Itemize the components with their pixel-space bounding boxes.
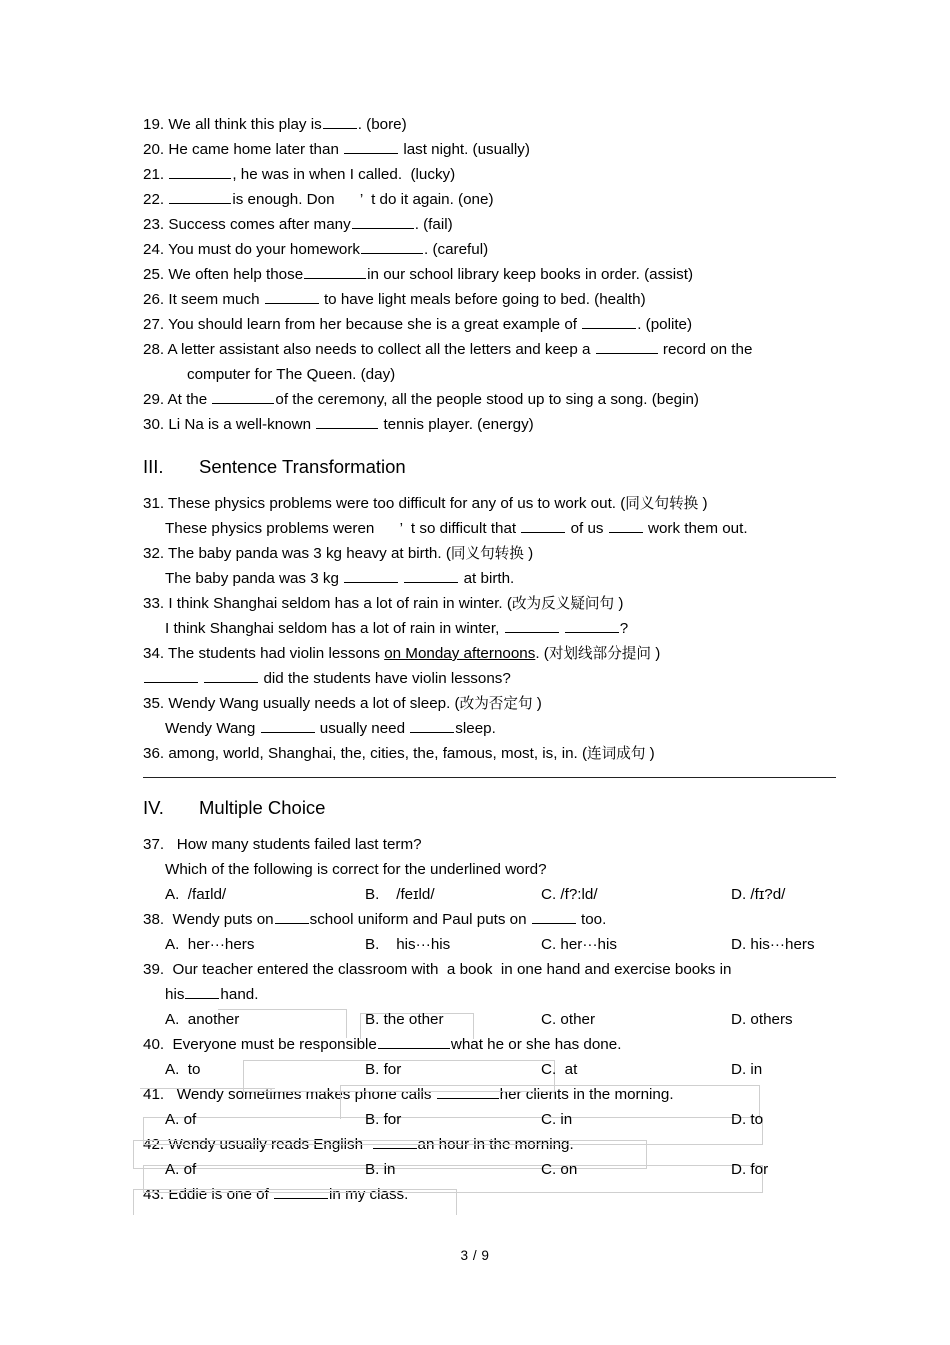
question-42 [143,1132,870,1157]
question-41-options [143,1107,870,1132]
option-c[interactable]: C. other [541,1011,596,1028]
question-text-tail: in my class. [329,1186,409,1203]
answer-blank[interactable] [304,265,366,279]
section-title: Multiple Choice [199,797,326,818]
question-number: 24. [143,241,165,258]
option-b[interactable]: B. his···his [365,936,451,953]
question-text: Li Na is a well-known [168,416,316,433]
answer-blank[interactable] [169,190,231,204]
answer-text-tail: work them out. [643,520,748,537]
question-33-answer-line [143,616,870,641]
question-34 [143,641,870,666]
question-text: You should learn from her because she is a great example of [168,316,582,333]
answer-blank[interactable] [521,519,565,533]
option-a[interactable]: A. her···hers [165,936,255,953]
answer-text: The baby panda was 3 kg [165,570,344,587]
question-text-tail: ) [523,545,534,562]
page-footer: 3 / 9 [460,1248,490,1263]
answer-blank[interactable] [609,519,643,533]
answer-blank[interactable] [344,569,398,583]
option-b[interactable]: B. the other [365,1011,444,1028]
question-text-tail: ) [614,595,624,612]
question-30 [143,412,870,437]
question-28 [143,337,870,362]
question-text: 38. Wendy puts on [143,911,274,928]
question-annotation-cn: 改为反义疑问句 [511,595,615,612]
question-annotation-cn: 改为否定句 [459,695,533,712]
question-text: 41. Wendy sometimes makes phone calls [143,1086,436,1103]
section-number: IV. [143,797,164,818]
question-text: computer for The Queen. (day) [187,366,396,383]
option-c[interactable]: C. in [541,1111,573,1128]
question-39-continuation [143,982,870,1007]
question-37-options [143,882,870,907]
question-number: 19. [143,116,165,133]
question-36 [143,741,870,766]
section-number: III. [143,456,164,477]
answer-text-tail: did the students have violin lessons? [259,670,511,687]
question-number: 30. [143,416,165,433]
question-40-options [143,1057,870,1082]
question-31 [143,491,870,516]
answer-rule-q36[interactable] [143,776,836,778]
question-text-tail: in our school library keep books in order. (assist) [367,266,694,283]
option-d[interactable]: D. in [731,1061,763,1078]
option-c[interactable]: C. /f?:ld/ [541,886,598,903]
question-text-tail: . (careful) [424,241,489,258]
question-22 [143,187,870,212]
question-text-tail: record on the [658,341,753,358]
option-b[interactable]: B. for [365,1111,402,1128]
question-34-answer-line [143,666,870,691]
question-25 [143,262,870,287]
question-39 [143,957,870,982]
answer-text [560,620,564,637]
question-text-tail: . (polite) [637,316,693,333]
question-number: 29. [143,391,165,408]
question-text-tail: last night. (usually) [399,141,530,158]
answer-blank[interactable] [212,390,274,404]
question-annotation-cn: 同义句转换 [625,495,699,512]
question-35-answer-line [143,716,870,741]
option-c[interactable]: C. on [541,1161,578,1178]
option-d[interactable]: D. for [731,1161,769,1178]
question-38-options [143,932,870,957]
question-text: A letter assistant also needs to collect all the letters and keep a [167,341,595,358]
question-40 [143,1032,870,1057]
question-text-tail: an hour in the morning. [417,1136,574,1153]
question-text-tail: . (fail) [414,216,453,233]
answer-blank[interactable] [261,719,315,733]
answer-blank[interactable] [323,115,357,129]
multiple-choice-section [143,832,870,1207]
question-text-tail: of the ceremony, all the people stood up to sing a song. (begin) [275,391,699,408]
question-text: At the [167,391,212,408]
option-a[interactable]: A. to [165,1061,201,1078]
answer-text-tail: ? [619,620,629,637]
question-text-tail: her clients in the morning. [499,1086,674,1103]
question-text: It seem much [168,291,264,308]
question-text: We often help those [168,266,304,283]
question-text: 39. Our teacher entered the classroom with a book in one hand and exercise books in [143,961,732,978]
option-d[interactable]: D. his···hers [731,936,815,953]
question-text-tail: tennis player. (energy) [379,416,534,433]
question-annotation-cn: 同义句转换 [450,545,524,562]
answer-blank[interactable] [373,1135,417,1149]
option-d[interactable]: D. /fɪ?d/ [731,886,786,903]
answer-text [199,670,203,687]
option-a[interactable]: A. /faɪld/ [165,886,227,903]
question-text: 42. Wendy usually reads English [143,1136,372,1153]
question-text-tail: what he or she has done. [450,1036,622,1053]
answer-text-tail: at birth. [459,570,515,587]
question-text-tail: , he was in when I called. (lucky) [232,166,456,183]
question-41 [143,1082,870,1107]
answer-blank[interactable] [361,240,423,254]
answer-blank[interactable] [582,315,636,329]
question-21 [143,162,870,187]
question-number: 23. [143,216,165,233]
answer-blank[interactable] [505,619,559,633]
answer-text: These physics problems weren ’ t so difficult that [165,520,521,537]
answer-blank[interactable] [596,340,658,354]
sentence-transformation-section [143,491,870,778]
question-annotation-cn: 连词成句 [587,745,646,762]
question-29 [143,387,870,412]
question-32 [143,541,870,566]
question-text: He came home later than [168,141,344,158]
question-number: 26. [143,291,165,308]
question-28-continuation [143,362,870,387]
question-text: school uniform and Paul puts on [309,911,531,928]
question-text-tail: to have light meals before going to bed. (health) [319,291,646,308]
answer-blank[interactable] [344,140,398,154]
answer-blank[interactable] [404,569,458,583]
question-text: 34. The students had violin lessons [143,645,385,662]
answer-blank[interactable] [265,290,319,304]
answer-text: Wendy Wang [165,720,260,737]
section-heading-sentence-transformation [143,453,870,481]
answer-blank[interactable] [352,215,414,229]
answer-blank[interactable] [410,719,454,733]
option-c[interactable]: C. her···his [541,936,617,953]
option-d[interactable]: D. to [731,1111,764,1128]
question-text: 37. How many students failed last term? [143,836,422,853]
option-a[interactable]: A. another [165,1011,240,1028]
option-c[interactable]: C. at [541,1061,578,1078]
question-24 [143,237,870,262]
question-text-tail: too. [576,911,607,928]
option-b[interactable]: B. in [365,1161,396,1178]
question-37-subtext [143,857,870,882]
question-33 [143,591,870,616]
question-text: 33. I think Shanghai seldom has a lot of rain in winter. ( [143,595,512,612]
question-number: 22. [143,191,165,208]
question-text: Success comes after many [168,216,351,233]
answer-blank[interactable] [204,669,258,683]
answer-text: usually need [315,720,410,737]
question-text: 31. These physics problems were too difficult for any of us to work out. ( [143,495,626,512]
question-43 [143,1182,870,1207]
question-42-options [143,1157,870,1182]
question-annotation-cn: 对划线部分提问 [548,645,651,662]
question-text-tail: ) [645,745,655,762]
question-text: Which of the following is correct for the underlined word? [165,861,547,878]
question-text-tail: ) [532,695,542,712]
section-title: Sentence Transformation [199,456,406,477]
option-a[interactable]: A. of [165,1111,197,1128]
question-text: . ( [535,645,549,662]
word-form-section [143,112,870,437]
question-37 [143,832,870,857]
answer-blank[interactable] [274,1185,328,1199]
answer-text: of us [566,520,608,537]
question-text: We all think this play is [168,116,322,133]
option-b[interactable]: B. for [365,1061,402,1078]
question-32-answer-line [143,566,870,591]
question-number: 28. [143,341,165,358]
question-text: You must do your homework [168,241,360,258]
question-text-tail: hand. [220,986,259,1003]
question-31-answer-line [143,516,870,541]
question-text-tail: is enough. Don ’ t do it again. (one) [232,191,494,208]
question-39-options [143,1007,870,1032]
answer-blank[interactable] [532,910,576,924]
answer-blank[interactable] [185,985,219,999]
section-heading-multiple-choice [143,794,870,822]
answer-text [399,570,403,587]
answer-blank[interactable] [144,669,198,683]
question-text: 36. among, world, Shanghai, the, cities, the, famous, most, is, in. ( [143,745,588,762]
question-text: 43. Eddie is one of [143,1186,274,1203]
question-text-tail: . (bore) [357,116,407,133]
answer-blank[interactable] [378,1035,450,1049]
question-20 [143,137,870,162]
question-number: 20. [143,141,165,158]
question-19 [143,112,870,137]
question-text: 35. Wendy Wang usually needs a lot of sleep. ( [143,695,460,712]
question-38 [143,907,870,932]
question-number: 25. [143,266,165,283]
option-a[interactable]: A. of [165,1161,197,1178]
question-35 [143,691,870,716]
question-27 [143,312,870,337]
question-number: 21. [143,166,165,183]
question-text: 40. Everyone must be responsible [143,1036,377,1053]
question-number: 27. [143,316,165,333]
underlined-phrase: on Monday afternoons [384,645,536,662]
question-26 [143,287,870,312]
option-b[interactable]: B. /feɪld/ [365,886,435,903]
answer-text: I think Shanghai seldom has a lot of rain in winter, [165,620,504,637]
answer-blank[interactable] [275,910,309,924]
answer-text-tail: sleep. [455,720,496,737]
question-23 [143,212,870,237]
question-text: 32. The baby panda was 3 kg heavy at birth. ( [143,545,451,562]
question-text-tail: ) [698,495,708,512]
answer-blank[interactable] [565,619,619,633]
answer-blank[interactable] [316,415,378,429]
option-d[interactable]: D. others [731,1011,793,1028]
question-text-tail: ) [651,645,661,662]
answer-blank[interactable] [169,165,231,179]
question-text: his [165,986,185,1003]
answer-blank[interactable] [437,1085,499,1099]
